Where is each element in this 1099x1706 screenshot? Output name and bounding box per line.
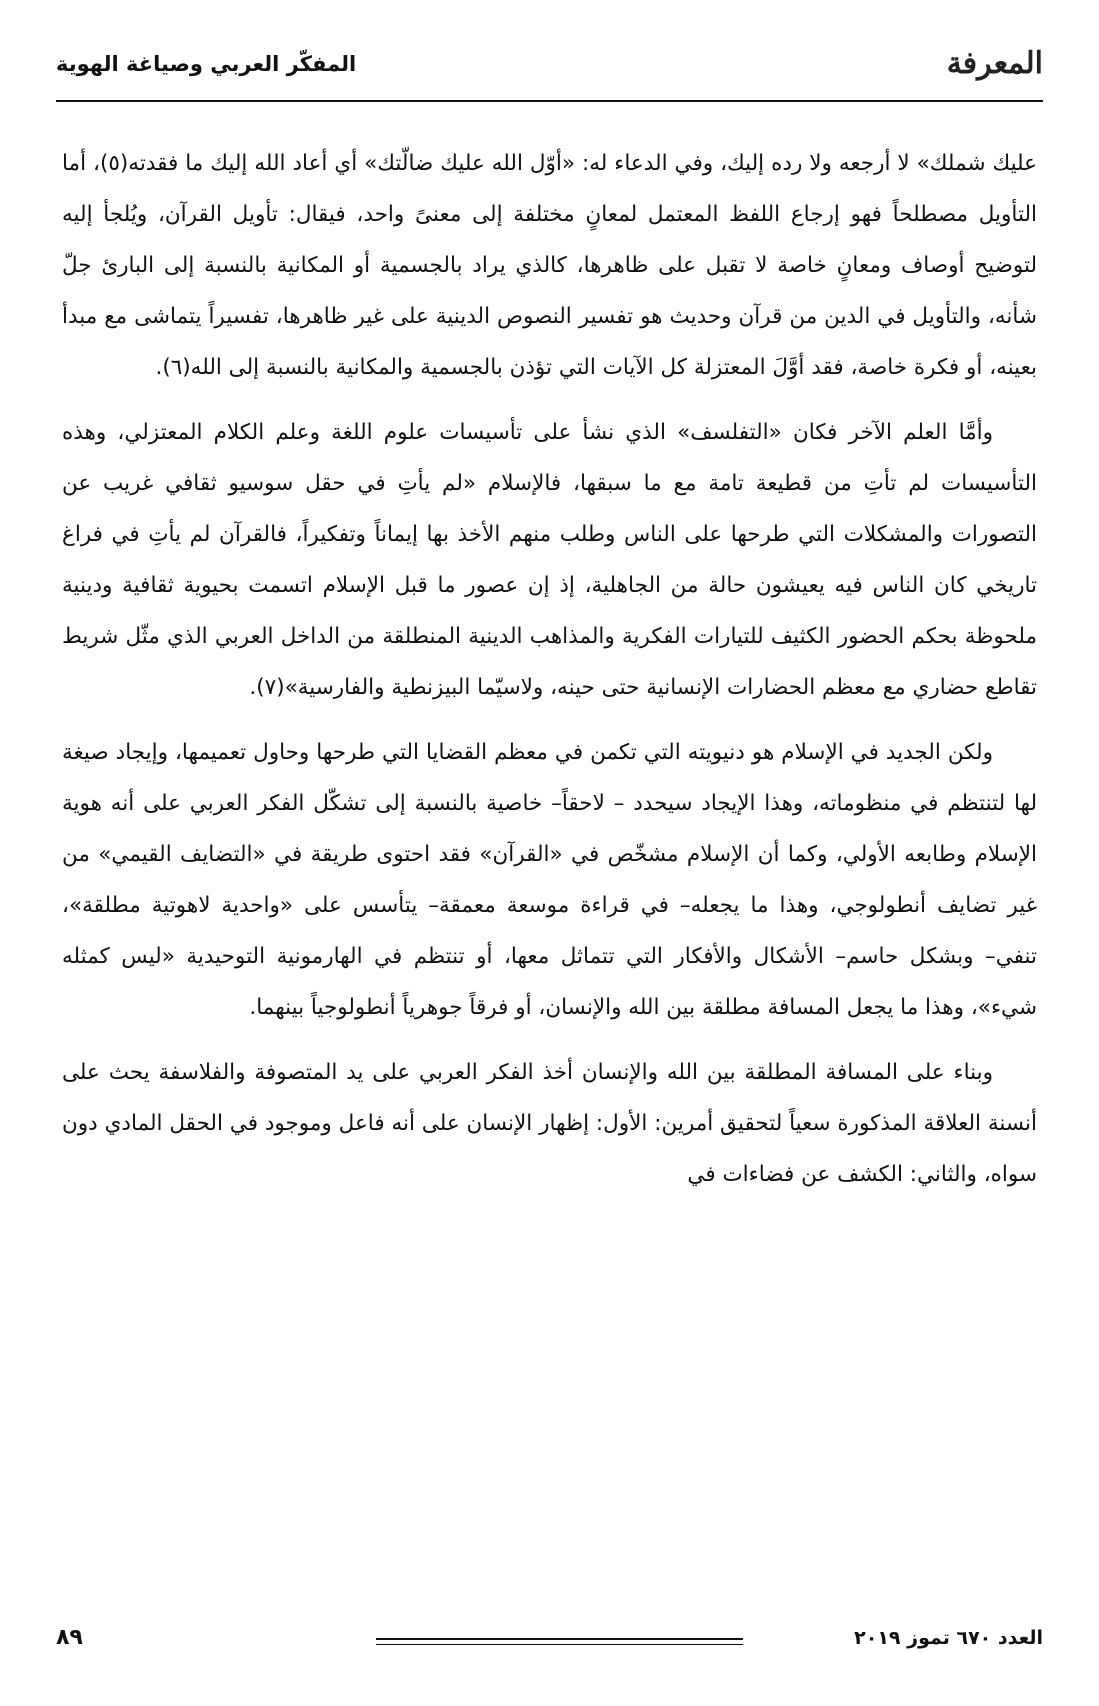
issue-info: العدد ٦٧٠ تموز ٢٠١٩: [854, 1627, 1043, 1649]
footer-rule: [376, 1638, 743, 1645]
running-title: المفكّر العربي وصياغة الهوية: [56, 52, 357, 76]
header-rule: [56, 100, 1043, 102]
paragraph-3: ولكن الجديد في الإسلام هو دنيويته التي تكمن في معظم القضايا التي طرحها وحاول تعميمها، وإيجاد صيغة لها لتنتظم في منظوماته، وهذا الإيجاد سيحدد – لاحقاً– خاصية بالنسبة إلى تشكّل الفكر العربي على أنه هوية الإسلام وطابعه الأولي، وكما أن الإسلام مشخّص في «القرآن» فقد احتوى طريقة في «التضايف القيمي» من غير تضايف أنطولوجي، وهذا ما يجعله– في قراءة موسعة معمقة– يتأسس على «واحدية لاهوتية مطلقة»، تنفي– وبشكل حاسم– الأشكال والأفكار التي تتماثل معها، أو تنتظم في الهارمونية التوحيدية «ليس كمثله شيء»، وهذا ما يجعل المسافة مطلقة بين الله والإنسان، أو فرقاً جوهرياً أنطولوجياً بينهما.: [62, 740, 1037, 1020]
journal-logo: المعرفة: [946, 46, 1043, 81]
page-footer: [56, 1625, 1043, 1665]
paragraph-4: وبناء على المسافة المطلقة بين الله والإنسان أخذ الفكر العربي على يد المتصوفة والفلاسفة يحث على أنسنة العلاقة المذكورة سعياً لتحقيق أمرين: الأول: إظهار الإنسان على أنه فاعل وموجود في الحقل المادي دون سواه، والثاني: الكشف عن فضاءات في: [62, 1060, 1037, 1187]
page-number: ٨٩: [56, 1625, 83, 1650]
paragraph-2: وأمَّا العلم الآخر فكان «التفلسف» الذي نشأ على تأسيسات علوم اللغة وعلم الكلام المعتزلي، وهذه التأسيسات لم تأتِ من قطيعة تامة مع ما سبقها، فالإسلام «لم يأتِ في حقل سوسيو ثقافي غريب عن التصورات والمشكلات التي طرحها على الناس وطلب منهم الأخذ بها إيماناً وتفكيراً، فالقرآن لم يأتِ في فراغ تاريخي كان الناس فيه يعيشون حالة من الجاهلية، إذ إن عصور ما قبل الإسلام اتسمت بحيوية ثقافية ودينية ملحوظة بحكم الحضور الكثيف للتيارات الفكرية والمذاهب الدينية المنطلقة من الداخل العربي الذي مثّل شريط تقاطع حضاري مع معظم الحضارات الإنسانية حتى حينه، ولاسيّما البيزنطية والفارسية»(٧).: [62, 420, 1037, 700]
page-header: [56, 40, 1043, 98]
article-body: [62, 138, 1037, 1214]
paragraph-1: عليك شملك» لا أرجعه ولا رده إليك، وفي الدعاء له: «أوّل الله عليك ضالّتك» أي أعاد الله إليك ما فقدته(٥)، أما التأويل مصطلحاً فهو إرجاع اللفظ المعتمل لمعانٍ مختلفة إلى معنىً واحد، فيقال: تأويل القرآن، ويُلجأ إليه لتوضيح أوصاف ومعانٍ خاصة لا تقبل على ظاهرها، كالذي يراد بالجسمية أو المكانية بالنسبة إلى البارئ جلّ شأنه، والتأويل في الدين من قرآن وحديث هو تفسير النصوص الدينية على غير ظاهرها، تفسيراً يتماشى مع مبدأ بعينه، أو فكرة خاصة، فقد أوَّلَ المعتزلة كل الآيات التي تؤذن بالجسمية والمكانية بالنسبة إلى الله(٦).: [62, 151, 1038, 380]
